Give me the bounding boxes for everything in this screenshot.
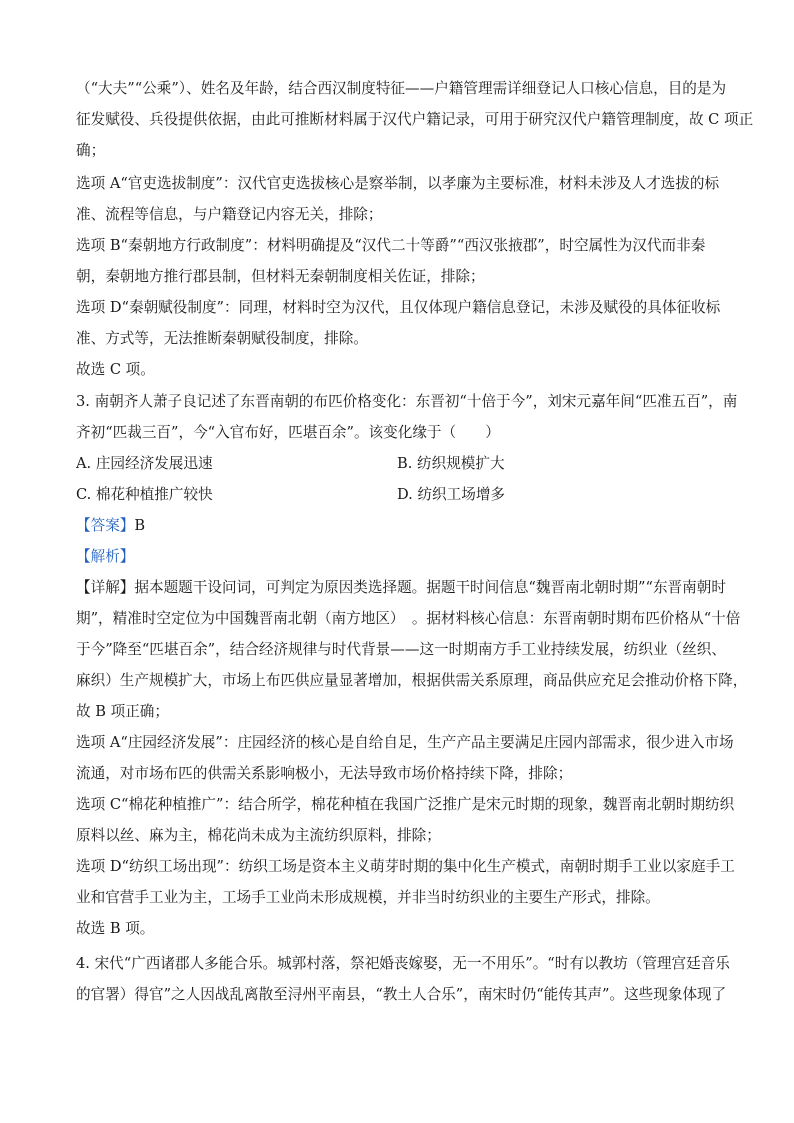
q3-option-a: A. 庄园经济发展迅速 [76, 455, 213, 472]
q3-detail-line: 选项 D“纺织工场出现”：纺织工场是资本主义萌芽时期的集中化生产模式，南朝时期手工业以家庭手工 [76, 858, 735, 875]
q2-line: （“大夫”“公乘”）、姓名及年龄，结合西汉制度特征——户籍管理需详细登记人口核心信息，目的是为 [76, 80, 727, 97]
q3-answer-line [76, 516, 145, 536]
q2-line: 选项 D“秦朝赋役制度”：同理，材料时空为汉代，且仅体现户籍信息登记，未涉及赋役的具体征收标 [76, 299, 721, 316]
q2-line: 选项 B“秦朝地方行政制度”：材料明确提及“汉代二十等爵”“西汉张掖郡”，时空属性为汉代而非秦 [76, 237, 706, 254]
q3-option-d: D. 纺织工场增多 [397, 486, 506, 503]
q3-detail-line [76, 578, 726, 598]
q3-stem-line: 齐初“匹裁三百”，今“入官布好，匹堪百余”。该变化缘于（ ） [76, 424, 500, 441]
detail-text: 据本题题干设问词，可判定为原因类选择题。据题干时间信息“魏晋南北朝时期”“东晋南朝时 [134, 579, 726, 596]
q3-detail-line: 流通，对市场布匹的供需关系影响极小，无法导致市场价格持续下降，排除； [76, 765, 573, 782]
q2-line: 选项 A“官吏选拔制度”：汉代官吏选拔核心是察举制，以孝廉为主要标准，材料未涉及人才选拔的标 [76, 175, 720, 192]
q3-stem-line: 3. 南朝齐人萧子良记述了东晋南朝的布匹价格变化：东晋初“十倍于今”，刘宋元嘉年间“匹准五百”，南 [76, 393, 738, 410]
analysis-tag: 【解析】 [76, 548, 135, 565]
q3-option-c: C. 棉花种植推广较快 [76, 486, 213, 503]
q2-line: 朝，秦朝地方推行郡县制，但材料无秦朝制度相关佐证，排除； [76, 268, 485, 285]
answer-value: B [134, 517, 146, 534]
q3-detail-line: 于今”降至“匹堪百余”，结合经济规律与时代背景——这一时期南方手工业持续发展，纺织业（丝织、 [76, 641, 726, 658]
answer-tag: 【答案】 [76, 517, 135, 534]
q3-detail-line: 麻织）生产规模扩大，市场上布匹供应量显著增加，根据供需关系原理，商品供应充足会推动价格下降， [76, 672, 748, 689]
q4-stem-line: 4. 宋代“广西诸郡人多能合乐。城郭村落，祭祀婚丧嫁娶，无一不用乐”。“时有以教坊（管理宫廷音乐 [76, 955, 730, 972]
q2-line: 准、方式等，无法推断秦朝赋役制度，排除。 [76, 330, 368, 347]
q3-detail-line: 期”，精准时空定位为中国魏晋南北朝（南方地区） 。据材料核心信息：东晋南朝时期布匹价格从“十倍 [76, 610, 741, 627]
q3-detail-line: 选项 C“棉花种植推广”：结合所学，棉花种植在我国广泛推广是宋元时期的现象，魏晋南北朝时期纺织 [76, 796, 735, 813]
detail-tag: 【详解】 [76, 579, 135, 596]
q2-line: 确； [76, 142, 106, 159]
q3-conclusion: 故选 B 项。 [76, 920, 155, 937]
q4-stem-line: 的官署）得官”之人因战乱离散至浔州平南县，“教土人合乐”，南宋时仍“能传其声”。这些现象体现了 [76, 986, 727, 1003]
q2-line: 准、流程等信息，与户籍登记内容无关，排除； [76, 206, 383, 223]
q3-detail-line: 业和官营手工业为主，工场手工业尚未形成规模，并非当时纺织业的主要生产形式，排除。 [76, 889, 660, 906]
q3-analysis-line [76, 547, 134, 567]
q3-detail-line: 原料以丝、麻为主，棉花尚未成为主流纺织原料，排除； [76, 827, 441, 844]
q3-detail-line: 选项 A“庄园经济发展”：庄园经济的核心是自给自足，生产产品主要满足庄园内部需求，很少进入市场 [76, 734, 734, 751]
q2-conclusion: 故选 C 项。 [76, 361, 155, 378]
q2-line: 征发赋役、兵役提供依据，由此可推断材料属于汉代户籍记录，可用于研究汉代户籍管理制度，故 C 项正 [76, 111, 754, 128]
q3-detail-line: 故 B 项正确； [76, 703, 169, 720]
q3-option-b: B. 纺织规模扩大 [397, 455, 505, 472]
